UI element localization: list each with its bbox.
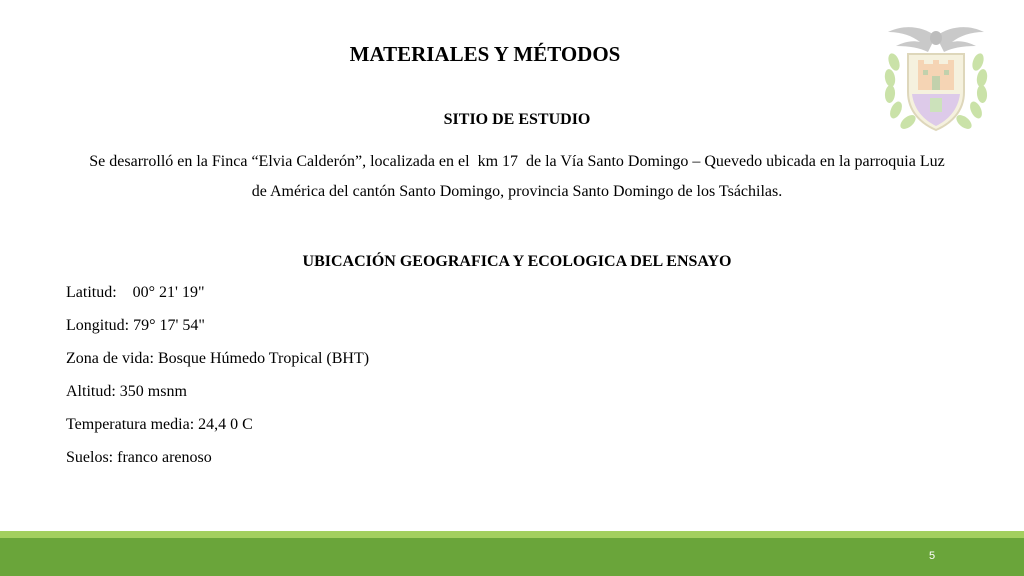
slide-title: MATERIALES Y MÉTODOS bbox=[349, 42, 621, 66]
detail-longitude: Longitud: 79° 17' 54" bbox=[66, 317, 205, 334]
detail-soils: Suelos: franco arenoso bbox=[66, 449, 212, 466]
detail-latitude: Latitud: 00° 21' 19" bbox=[66, 284, 205, 301]
location-heading: UBICACIÓN GEOGRAFICA Y ECOLOGICA DEL ENSAYO bbox=[302, 253, 732, 270]
study-site-paragraph-line: Se desarrolló en la Finca “Elvia Calderón”, localizada en el km 17 de la Vía Santo Domingo – Quevedo ubicada en la parroquia Luz bbox=[89, 153, 945, 170]
footer-bar bbox=[0, 538, 1024, 576]
study-site-paragraph-line: de América del cantón Santo Domingo, provincia Santo Domingo de los Tsáchilas. bbox=[251, 183, 783, 200]
detail-altitude: Altitud: 350 msnm bbox=[66, 383, 187, 400]
detail-temperature: Temperatura media: 24,4 0 C bbox=[66, 416, 253, 433]
footer-stripe bbox=[0, 531, 1024, 538]
detail-life-zone: Zona de vida: Bosque Húmedo Tropical (BHT) bbox=[66, 350, 370, 367]
section-heading: SITIO DE ESTUDIO bbox=[443, 111, 591, 128]
page-number: 5 bbox=[928, 550, 936, 562]
